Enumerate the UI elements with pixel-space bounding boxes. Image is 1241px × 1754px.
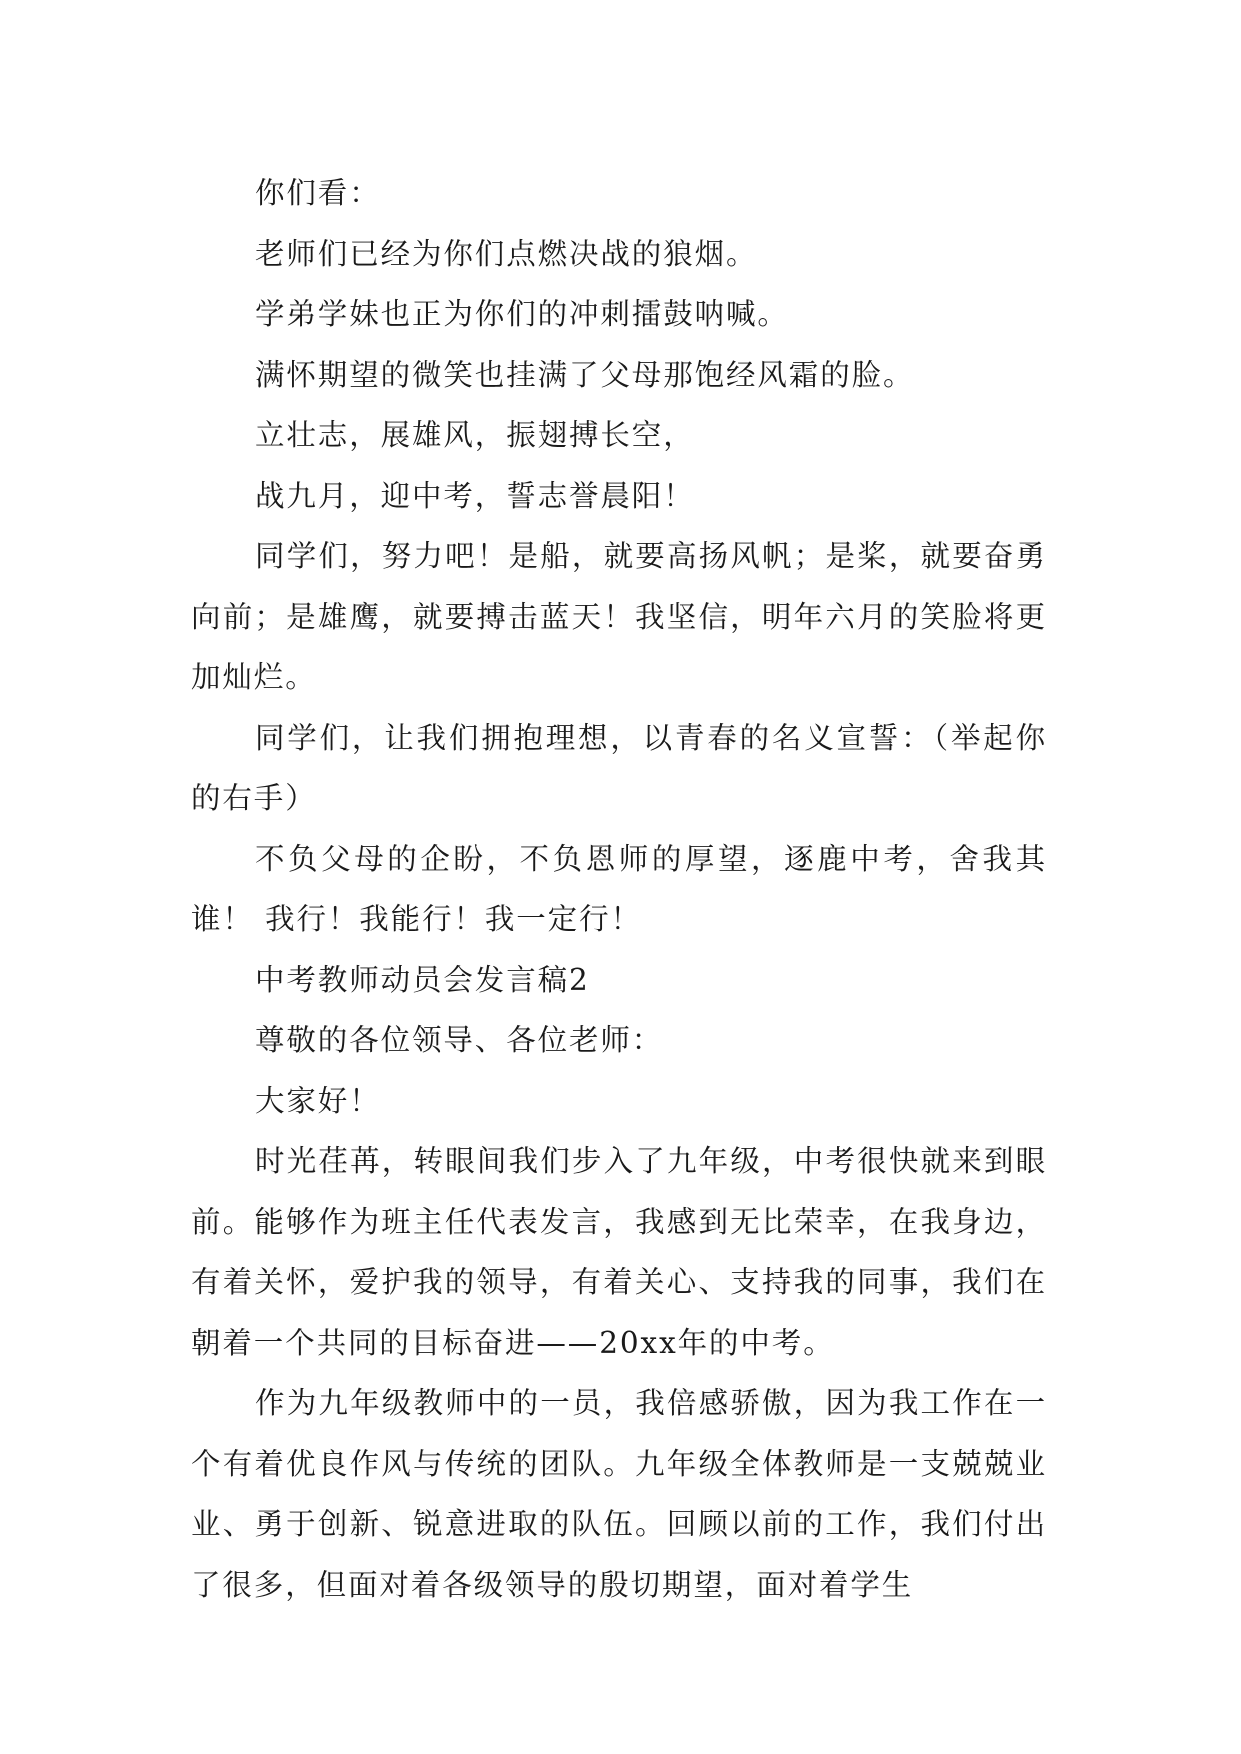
salutation: 尊敬的各位领导、各位老师： [255, 1023, 664, 1057]
paragraph: 学弟学妹也正为你们的冲刺擂鼓呐喊。 [255, 297, 789, 331]
paragraph: 老师们已经为你们点燃决战的狼烟。 [255, 236, 758, 271]
paragraph: 同学们，努力吧！是船，就要高扬风帆；是桨，就要奋勇向前；是雄鹰，就要搏击蓝天！我坚信，明年六月的笑脸将更加灿烂。 [191, 539, 1047, 694]
paragraph: 立壮志，展雄风，振翅搏长空， [255, 418, 695, 452]
paragraph: 战九月，迎中考，誓志誉晨阳！ [255, 478, 695, 513]
paragraph: 时光荏苒，转眼间我们步入了九年级，中考很快就来到眼前。能够作为班主任代表发言，我感到无比荣幸，在我身边，有着关怀，爱护我的领导，有着关心、支持我的同事，我们在朝着一个共同的目标奋进——20xx年的中考。 [191, 1144, 1047, 1360]
document-body [191, 163, 1047, 1615]
section-title: 中考教师动员会发言稿2 [255, 962, 590, 997]
paragraph: 作为九年级教师中的一员，我倍感骄傲，因为我工作在一个有着优良作风与传统的团队。九年级全体教师是一支兢兢业业、勇于创新、锐意进取的队伍。回顾以前的工作，我们付出了很多，但面对着各级领导的殷切期望，面对着学生 [191, 1386, 1047, 1602]
paragraph: 你们看： [255, 176, 381, 210]
paragraph: 不负父母的企盼，不负恩师的厚望，逐鹿中考，舍我其谁！ 我行！我能行！我一定行！ [191, 841, 1047, 936]
greeting: 大家好！ [255, 1083, 381, 1118]
paragraph: 同学们，让我们拥抱理想，以青春的名义宣誓：（举起你的右手） [191, 720, 1047, 815]
paragraph: 满怀期望的微笑也挂满了父母那饱经风霜的脸。 [255, 357, 915, 392]
